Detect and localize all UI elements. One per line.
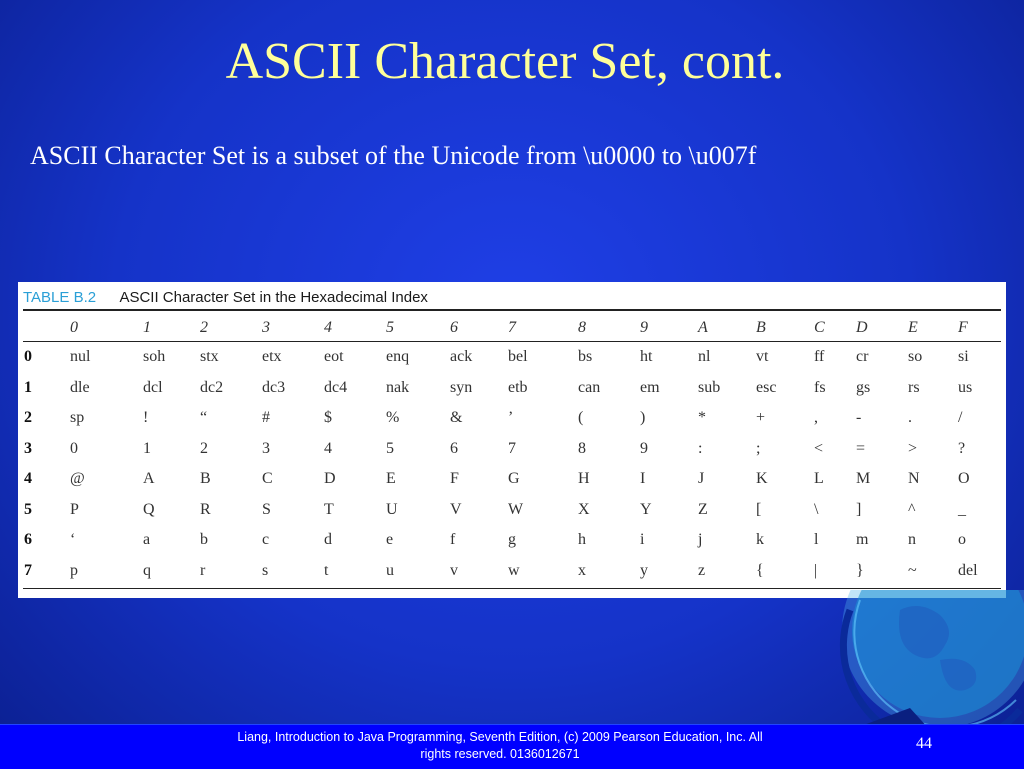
table-cell: cr bbox=[856, 348, 869, 365]
table-cell: f bbox=[450, 531, 456, 548]
column-header: 0 bbox=[70, 319, 78, 336]
table-cell: j bbox=[698, 531, 703, 548]
table-cell: dc3 bbox=[262, 378, 286, 396]
table-cell: dle bbox=[70, 378, 90, 396]
footer-copyright bbox=[200, 729, 800, 763]
table-cell: o bbox=[958, 531, 966, 548]
column-header: C bbox=[814, 319, 825, 336]
table-cell: c bbox=[262, 531, 270, 548]
table-cell: q bbox=[143, 561, 151, 579]
table-cell: b bbox=[200, 531, 208, 548]
table-cell: * bbox=[698, 409, 706, 426]
table-cell: w bbox=[508, 561, 520, 579]
slide-subtitle: ASCII Character Set is a subset of the Unicode from \u0000 to \u007f bbox=[30, 141, 757, 170]
table-caption-text: ASCII Character Set in the Hexadecimal Index bbox=[119, 289, 428, 306]
header-rule bbox=[23, 341, 1001, 342]
table-cell: . bbox=[908, 409, 912, 426]
table-cell: dcl bbox=[143, 378, 163, 396]
table-cell: del bbox=[958, 561, 978, 579]
table-cell: ( bbox=[578, 409, 584, 426]
table-cell: dc2 bbox=[200, 378, 224, 396]
table-cell: O bbox=[958, 470, 970, 487]
table-cell: ~ bbox=[908, 561, 917, 579]
row-label: 2 bbox=[24, 409, 32, 426]
table-cell: fs bbox=[814, 378, 826, 396]
table-cell: nak bbox=[386, 378, 410, 396]
table-cell: @ bbox=[70, 470, 85, 487]
table-cell: P bbox=[70, 500, 79, 518]
table-cell: gs bbox=[856, 378, 871, 396]
table-cell: etb bbox=[508, 378, 528, 396]
table-cell: X bbox=[578, 500, 590, 518]
table-cell: y bbox=[640, 561, 648, 579]
table-cell: ‘ bbox=[70, 531, 76, 548]
table-cell: M bbox=[856, 470, 871, 487]
table-cell: 5 bbox=[386, 439, 394, 457]
table-cell: 1 bbox=[143, 439, 151, 457]
column-header: 8 bbox=[578, 319, 586, 336]
table-cell: s bbox=[262, 561, 269, 579]
column-header: 6 bbox=[450, 319, 458, 336]
column-header: 1 bbox=[143, 319, 151, 336]
table-cell: v bbox=[450, 561, 458, 579]
table-cell: t bbox=[324, 561, 329, 579]
table-cell: us bbox=[958, 378, 973, 396]
table-cell: ff bbox=[814, 348, 825, 365]
table-cell: V bbox=[450, 500, 462, 518]
table-cell: ack bbox=[450, 348, 473, 365]
column-header: B bbox=[756, 319, 766, 336]
table-cell: 0 bbox=[70, 439, 78, 457]
table-cell: E bbox=[386, 470, 396, 487]
table-cell: D bbox=[324, 470, 336, 487]
table-cell: ’ bbox=[508, 409, 514, 426]
table-cell: 2 bbox=[200, 439, 208, 457]
table-cell: % bbox=[386, 409, 400, 426]
column-header: 7 bbox=[508, 319, 516, 336]
table-cell: d bbox=[324, 531, 332, 548]
table-cell: bs bbox=[578, 348, 593, 365]
column-header: E bbox=[908, 319, 918, 336]
table-cell: z bbox=[698, 561, 706, 579]
table-cell: | bbox=[814, 561, 818, 579]
table-cell: stx bbox=[200, 348, 219, 365]
table-cell: nul bbox=[70, 348, 91, 365]
table-cell: ] bbox=[856, 500, 862, 518]
table-cell: esc bbox=[756, 378, 777, 396]
table-cell: C bbox=[262, 470, 273, 487]
table-cell: sub bbox=[698, 378, 721, 396]
globe-graphic bbox=[790, 590, 1024, 730]
table-cell: 8 bbox=[578, 439, 586, 457]
table-cell: Z bbox=[698, 500, 708, 518]
table-cell: K bbox=[756, 470, 768, 487]
table-cell: Q bbox=[143, 500, 155, 518]
table-cell: vt bbox=[756, 348, 769, 365]
table-cell: { bbox=[756, 561, 764, 579]
table-cell: r bbox=[200, 561, 206, 579]
table-cell: J bbox=[698, 470, 705, 487]
footer-line-1: Liang, Introduction to Java Programming, Seventh Edition, (c) 2009 Pearson Education, Inc. All bbox=[237, 730, 763, 744]
table-cell: ? bbox=[958, 439, 966, 457]
table-cell: p bbox=[70, 561, 78, 579]
column-header: 9 bbox=[640, 319, 648, 336]
row-label: 4 bbox=[24, 470, 32, 487]
table-cell: Y bbox=[640, 500, 652, 518]
table-cell: \ bbox=[814, 500, 819, 518]
table-cell: 4 bbox=[324, 439, 332, 457]
table-cell: l bbox=[814, 531, 819, 548]
table-cell: can bbox=[578, 378, 601, 396]
table-cell: > bbox=[908, 439, 918, 457]
row-label: 7 bbox=[24, 561, 32, 579]
table-caption-tag: TABLE B.2 bbox=[23, 289, 97, 306]
table-cell: ht bbox=[640, 348, 653, 365]
table-cell: ! bbox=[143, 409, 149, 426]
table-cell: [ bbox=[756, 500, 762, 518]
table-cell: x bbox=[578, 561, 586, 579]
column-header: 5 bbox=[386, 319, 394, 336]
footer-bar bbox=[0, 724, 1024, 769]
table-cell: 7 bbox=[508, 439, 516, 457]
table-cell: U bbox=[386, 500, 398, 518]
table-cell: _ bbox=[958, 500, 966, 518]
table-cell: ^ bbox=[908, 500, 916, 518]
ascii-table bbox=[18, 282, 1006, 598]
table-cell: / bbox=[958, 409, 963, 426]
table-cell: N bbox=[908, 470, 920, 487]
table-cell: so bbox=[908, 348, 923, 365]
table-cell: - bbox=[856, 409, 862, 426]
column-header: 4 bbox=[324, 319, 332, 336]
caption-rule bbox=[23, 309, 1001, 311]
table-cell: h bbox=[578, 531, 586, 548]
table-cell: B bbox=[200, 470, 211, 487]
table-cell: rs bbox=[908, 378, 920, 396]
table-cell: G bbox=[508, 470, 520, 487]
row-label: 3 bbox=[24, 439, 32, 457]
row-label: 5 bbox=[24, 500, 32, 518]
slide-number: 44 bbox=[916, 735, 932, 752]
table-cell: k bbox=[756, 531, 764, 548]
table-cell: 9 bbox=[640, 439, 648, 457]
table-cell: = bbox=[856, 439, 866, 457]
table-cell: g bbox=[508, 531, 516, 548]
globe-icon bbox=[842, 590, 1024, 730]
column-header: D bbox=[856, 319, 868, 336]
table-cell: R bbox=[200, 500, 211, 518]
table-cell: “ bbox=[200, 409, 208, 426]
column-header: 3 bbox=[262, 319, 270, 336]
table-cell: sp bbox=[70, 409, 85, 426]
table-cell: ; bbox=[756, 439, 761, 457]
table-cell: # bbox=[262, 409, 270, 426]
slide-title: ASCII Character Set, cont. bbox=[225, 33, 785, 90]
table-cell: n bbox=[908, 531, 916, 548]
table-cell: I bbox=[640, 470, 646, 487]
table-cell: enq bbox=[386, 348, 410, 365]
column-header: 2 bbox=[200, 319, 208, 336]
row-label: 0 bbox=[24, 348, 32, 365]
table-caption bbox=[23, 287, 428, 309]
table-cell: bel bbox=[508, 348, 528, 365]
table-cell: syn bbox=[450, 378, 473, 396]
table-cell: , bbox=[814, 409, 818, 426]
table-cell: H bbox=[578, 470, 590, 487]
table-cell: A bbox=[143, 470, 155, 487]
table-cell: < bbox=[814, 439, 824, 457]
footer-line-2: rights reserved. 0136012671 bbox=[420, 747, 580, 761]
table-cell: em bbox=[640, 378, 660, 396]
table-cell: m bbox=[856, 531, 869, 548]
row-label: 1 bbox=[24, 378, 32, 396]
table-cell: & bbox=[450, 409, 463, 426]
table-cell: dc4 bbox=[324, 378, 348, 396]
table-cell: si bbox=[958, 348, 969, 365]
table-cell: : bbox=[698, 439, 703, 457]
table-cell: + bbox=[756, 409, 766, 426]
table-cell: } bbox=[856, 561, 864, 579]
table-cell: F bbox=[450, 470, 459, 487]
bottom-rule bbox=[23, 588, 1001, 589]
table-cell: a bbox=[143, 531, 151, 548]
row-label: 6 bbox=[24, 531, 32, 548]
table-cell: e bbox=[386, 531, 394, 548]
table-cell: u bbox=[386, 561, 394, 579]
column-header: A bbox=[698, 319, 708, 336]
table-cell: T bbox=[324, 500, 334, 518]
table-cell: nl bbox=[698, 348, 711, 365]
table-cell: S bbox=[262, 500, 271, 518]
table-cell: etx bbox=[262, 348, 282, 365]
table-cell: ) bbox=[640, 409, 646, 426]
table-cell: W bbox=[508, 500, 524, 518]
table-cell: eot bbox=[324, 348, 344, 365]
table-cell: soh bbox=[143, 348, 166, 365]
table-cell: i bbox=[640, 531, 645, 548]
table-cell: 3 bbox=[262, 439, 270, 457]
column-header: F bbox=[958, 319, 968, 336]
table-cell: $ bbox=[324, 409, 332, 426]
table-cell: 6 bbox=[450, 439, 458, 457]
table-cell: L bbox=[814, 470, 824, 487]
